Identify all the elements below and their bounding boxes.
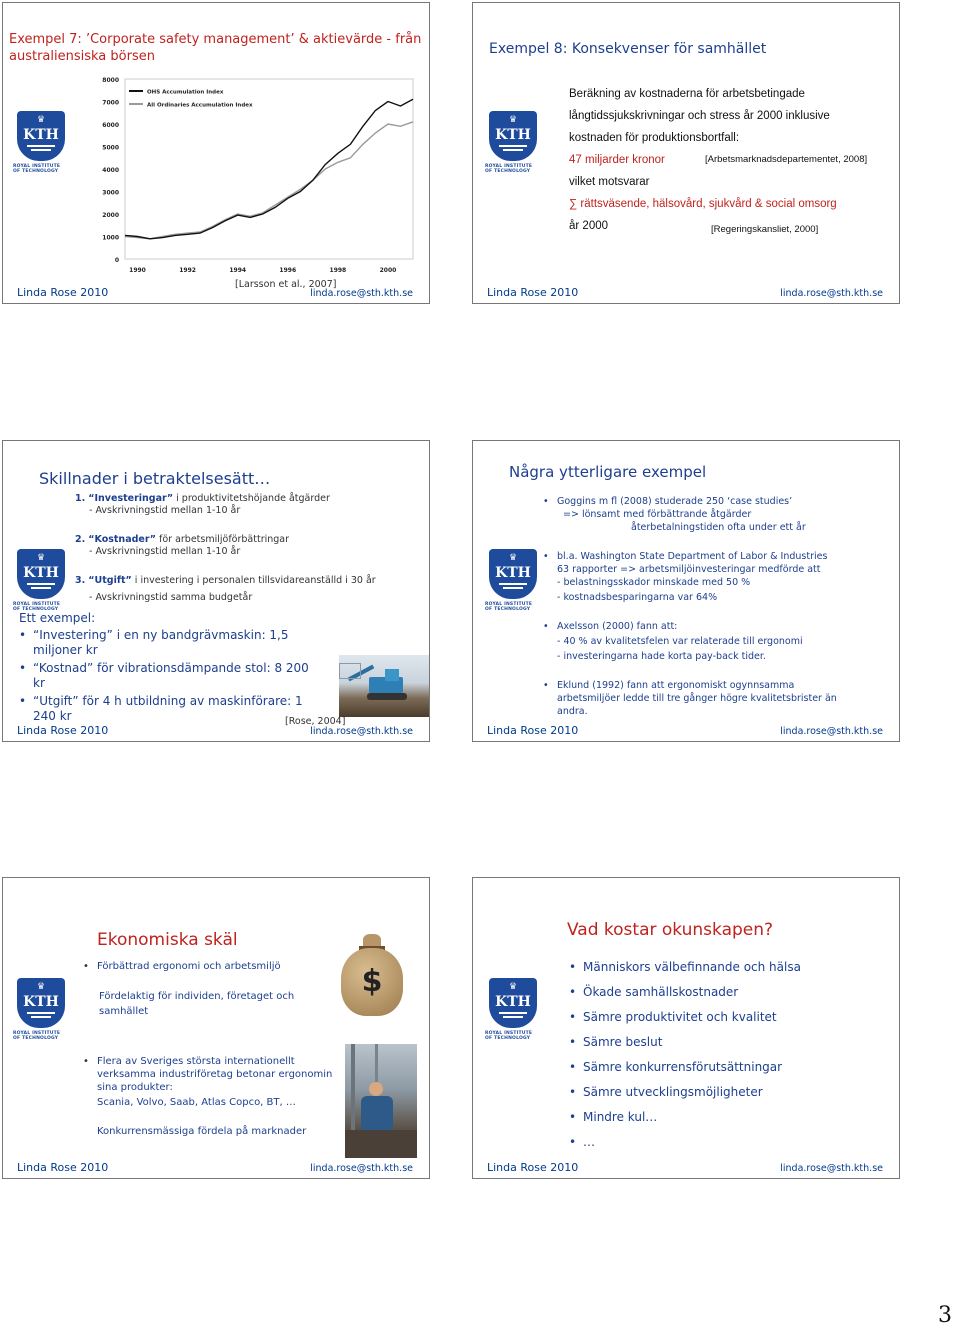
list-item: • “Utgift” för 4 h utbildning av maskinförare: 1 240 kr [19, 694, 319, 724]
list-item: • Mindre kul… [569, 1110, 889, 1125]
list-item: • Goggins m fl (2008) studerade 250 ‘case studies’ => lönsamt med förbättrande åtgärder återbetalningstiden ofta under ett år [543, 495, 893, 534]
x-tick-label: 1998 [329, 267, 347, 274]
worker-photo [345, 1044, 417, 1158]
slide-vad-kostar [472, 877, 900, 1179]
legend-label: All Ordinaries Accumulation Index [147, 102, 253, 109]
slide-fler-exempel [472, 440, 900, 742]
legend-label: OHS Accumulation Index [147, 89, 224, 96]
economic-text: • Förbättrad ergonomi och arbetsmiljö Fördelaktig för individen, företaget och samhället • Flera av Sveriges största internationellt verksamma industriföretag betonar ergonomin sina produkter: Scania, Volvo, Saab, Atlas Copco, BT, … Konkurrensmässiga fördela på marknader [83, 961, 333, 1137]
slide-title: Exempel 8: Konsekvenser för samhället [489, 41, 767, 57]
kth-logo: ♛ KTH ROYAL INSTITUTE OF TECHNOLOGY [485, 111, 543, 174]
x-tick-label: 1990 [129, 267, 146, 274]
slide-title: Exempel 7: ’Corporate safety management’ & aktievärde - från australiensiska börsen [9, 32, 422, 64]
list-item: • Eklund (1992) fann att ergonomiskt ogynnsamma arbetsmiljöer ledde till tre gånger högre kvalitetsbrister än andra. [543, 679, 893, 718]
kth-logo: ♛ KTH ROYAL INSTITUTE OF TECHNOLOGY [485, 549, 543, 612]
x-tick-label: 1994 [229, 267, 247, 274]
footer-name: Linda Rose 2010 [17, 1161, 109, 1174]
kth-logo: ♛ KTH ROYAL INSTITUTE OF TECHNOLOGY [13, 549, 71, 612]
slide-title: Skillnader i betraktelsesätt… [39, 469, 271, 488]
y-tick-label: 4000 [102, 167, 119, 174]
x-tick-label: 2000 [379, 267, 397, 274]
footer-name: Linda Rose 2010 [487, 286, 579, 299]
footer-name: Linda Rose 2010 [487, 1161, 579, 1174]
list-item: • “Investering” i en ny bandgrävmaskin: 1,5 miljoner kr [19, 628, 319, 658]
consequence-list [569, 960, 889, 1150]
slide-title: Ekonomiska skäl [97, 930, 238, 950]
example-list [19, 628, 319, 724]
y-tick-label: 2000 [102, 212, 119, 219]
slide-skillnader [2, 440, 430, 742]
footer-email[interactable]: linda.rose@sth.kth.se [780, 1163, 883, 1174]
page-number: 3 [938, 1303, 952, 1328]
y-tick-label: 3000 [102, 189, 119, 197]
footer-name: Linda Rose 2010 [17, 724, 109, 737]
list-item: • Sämre beslut [569, 1035, 889, 1050]
list-item: • Människors välbefinnande och hälsa [569, 960, 889, 975]
footer-name: Linda Rose 2010 [17, 286, 109, 299]
cost-text: Beräkning av kostnaderna för arbetsbetingade långtidssjukskrivningar och stress år 2000 inklusive kostnaden för produktionsbortfall: 47 miljarder kronor [Arbetsmarknadsdepartementet, 2008] vilket motsvarar ∑ rättsväsende, hälsovård, sjukvård & social omsorg år 2000 [Regeringskansliet, 2000] [569, 83, 899, 237]
y-tick-label: 1000 [102, 234, 119, 242]
money-bag-icon: $ [333, 934, 413, 1018]
footer-email[interactable]: linda.rose@sth.kth.se [310, 288, 413, 299]
kth-logo: ♛ KTH ROYAL INSTITUTE OF TECHNOLOGY [13, 978, 71, 1041]
list-item: • Sämre produktivitet och kvalitet [569, 1010, 889, 1025]
x-tick-label: 1996 [279, 267, 297, 274]
y-tick-label: 0 [114, 257, 119, 264]
sum-line: ∑ rättsväsende, hälsovård, sjukvård & social omsorg [569, 198, 837, 210]
y-tick-label: 7000 [102, 99, 119, 107]
list-item: • Sämre konkurrensförutsättningar [569, 1060, 889, 1075]
list-item: • Ökade samhällskostnader [569, 985, 889, 1000]
footer-email[interactable]: linda.rose@sth.kth.se [310, 1163, 413, 1174]
cost-amount: 47 miljarder kronor [569, 154, 665, 166]
example-heading: Ett exempel: [19, 611, 96, 625]
numbered-list: 1. “Investeringar” i produktivitetshöjande åtgärder - Avskrivningstid mellan 1-10 år 2. “Kostnader” för arbetsmiljöförbättringar - Avskrivningstid mellan 1-10 år 3. “Utgift” i investering i personalen tillsvidareanställd i 30 år - Avskrivningstid samma budgetår [75, 493, 376, 603]
list-item: • bl.a. Washington State Department of Labor & Industries 63 rapporter => arbetsmiljöinvesteringar medförde att - belastningsskador minskade med 50 % - kostnadsbesparingarna var 64% [543, 550, 893, 604]
slide-example-8 [472, 2, 900, 304]
list-item: • Axelsson (2000) fann att: - 40 % av kvalitetsfelen var relaterade till ergonomi - investeringarna hade korta pay-back tider. [543, 620, 893, 663]
slide-ekonomiska-skal [2, 877, 430, 1179]
accumulation-index-chart [83, 71, 423, 279]
footer-email[interactable]: linda.rose@sth.kth.se [310, 726, 413, 737]
slide-example-7 [2, 2, 430, 304]
reference-note: [Rose, 2004] [285, 716, 346, 727]
y-tick-label: 8000 [102, 77, 119, 84]
slide-title: Några ytterligare exempel [509, 463, 707, 481]
list-item: • … [569, 1135, 889, 1150]
y-tick-label: 5000 [102, 144, 119, 152]
list-item: • “Kostnad” för vibrationsdämpande stol: 8 200 kr [19, 661, 319, 691]
kth-logo: ♛ KTH ROYAL INSTITUTE OF TECHNOLOGY [13, 111, 71, 174]
footer-email[interactable]: linda.rose@sth.kth.se [780, 726, 883, 737]
x-tick-label: 1992 [179, 267, 196, 274]
footer-name: Linda Rose 2010 [487, 724, 579, 737]
example-bullets [543, 495, 893, 718]
reference-note: [Larsson et al., 2007] [235, 279, 337, 290]
excavator-photo [339, 655, 430, 717]
list-item: • Sämre utvecklingsmöjligheter [569, 1085, 889, 1100]
slide-title: Vad kostar okunskapen? [567, 920, 774, 940]
reference-regeringskansliet: [Regeringskansliet, 2000] [711, 224, 819, 235]
y-tick-label: 6000 [102, 122, 119, 129]
footer-email[interactable]: linda.rose@sth.kth.se [780, 288, 883, 299]
kth-logo: ♛ KTH ROYAL INSTITUTE OF TECHNOLOGY [485, 978, 543, 1041]
reference-arbetsmarknad: [Arbetsmarknadsdepartementet, 2008] [705, 154, 868, 165]
